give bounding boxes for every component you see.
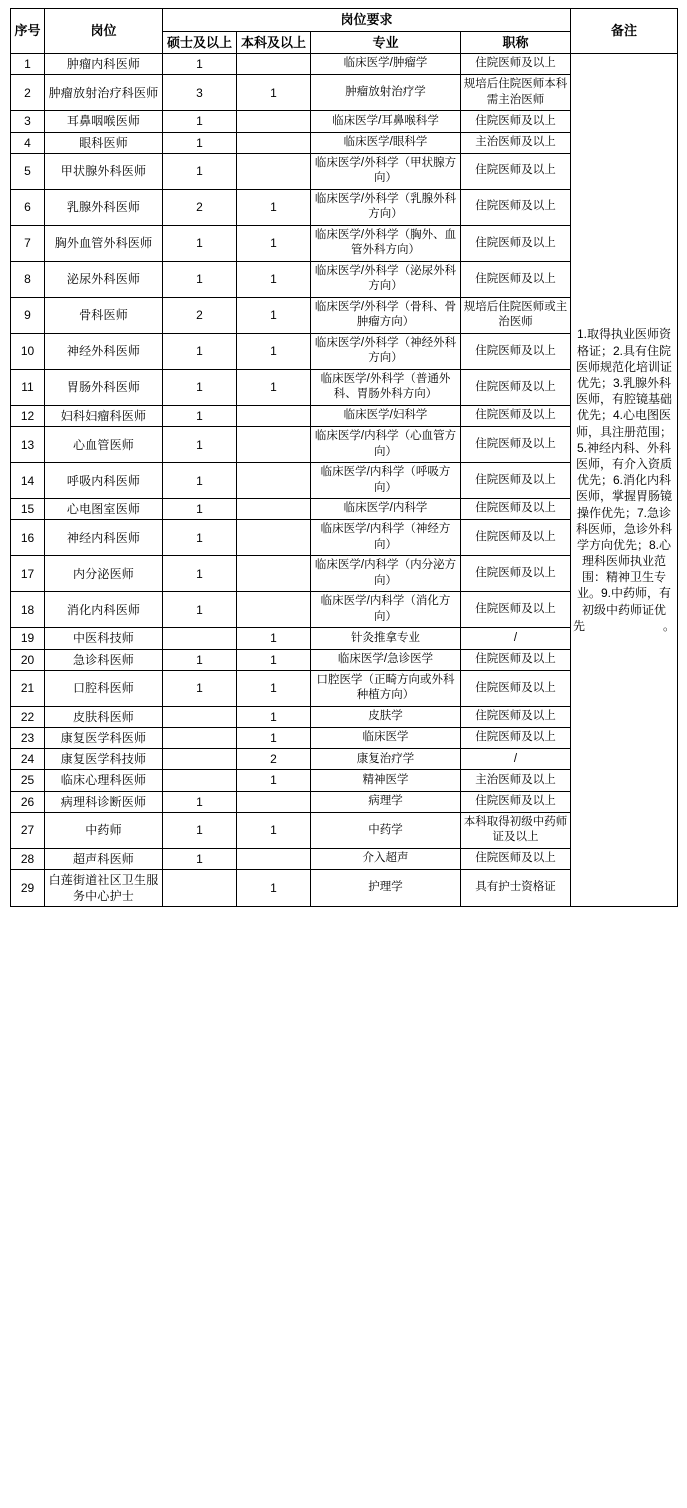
cell-no: 3 xyxy=(11,111,45,132)
cell-bachelor: 1 xyxy=(237,333,311,369)
cell-major: 临床医学/内科学（内分泌方向） xyxy=(311,556,461,592)
cell-no: 28 xyxy=(11,848,45,869)
cell-bachelor: 1 xyxy=(237,628,311,649)
job-requirements-table xyxy=(10,8,678,907)
cell-bachelor xyxy=(237,791,311,812)
cell-master: 1 xyxy=(163,499,237,520)
cell-bachelor: 1 xyxy=(237,225,311,261)
header-row-1 xyxy=(11,9,678,32)
cell-remark xyxy=(571,54,678,907)
cell-master: 1 xyxy=(163,556,237,592)
cell-major: 中药学 xyxy=(311,812,461,848)
cell-no: 4 xyxy=(11,132,45,153)
cell-title: 住院医师及以上 xyxy=(461,261,571,297)
cell-bachelor xyxy=(237,499,311,520)
cell-title: 住院医师及以上 xyxy=(461,670,571,706)
cell-bachelor: 1 xyxy=(237,369,311,405)
cell-title: 住院医师及以上 xyxy=(461,153,571,189)
cell-major: 临床医学/外科学（乳腺外科方向） xyxy=(311,189,461,225)
cell-major: 临床医学/外科学（普通外科、胃肠外科方向） xyxy=(311,369,461,405)
header-title: 职称 xyxy=(461,31,571,54)
cell-title: 住院医师及以上 xyxy=(461,225,571,261)
cell-title: 住院医师及以上 xyxy=(461,54,571,75)
cell-post: 胸外血管外科医师 xyxy=(45,225,163,261)
cell-title: 住院医师及以上 xyxy=(461,499,571,520)
cell-post: 病理科诊断医师 xyxy=(45,791,163,812)
cell-master: 2 xyxy=(163,189,237,225)
cell-no: 8 xyxy=(11,261,45,297)
cell-title: 住院医师及以上 xyxy=(461,405,571,426)
cell-master: 1 xyxy=(163,111,237,132)
cell-bachelor: 1 xyxy=(237,670,311,706)
cell-post: 呼吸内科医师 xyxy=(45,463,163,499)
header-master: 硕士及以上 xyxy=(163,31,237,54)
cell-major: 临床医学/肿瘤学 xyxy=(311,54,461,75)
cell-major: 临床医学/急诊医学 xyxy=(311,649,461,670)
cell-major: 临床医学 xyxy=(311,728,461,749)
cell-title: 住院医师及以上 xyxy=(461,791,571,812)
cell-title: 住院医师及以上 xyxy=(461,189,571,225)
cell-no: 18 xyxy=(11,592,45,628)
cell-major: 肿瘤放射治疗学 xyxy=(311,75,461,111)
cell-bachelor xyxy=(237,848,311,869)
cell-bachelor xyxy=(237,520,311,556)
cell-major: 临床医学/外科学（骨科、骨肿瘤方向） xyxy=(311,297,461,333)
cell-master xyxy=(163,628,237,649)
header-bachelor: 本科及以上 xyxy=(237,31,311,54)
cell-bachelor: 1 xyxy=(237,870,311,907)
cell-bachelor: 1 xyxy=(237,261,311,297)
cell-no: 27 xyxy=(11,812,45,848)
cell-title: 主治医师及以上 xyxy=(461,132,571,153)
table-body xyxy=(11,54,678,907)
cell-post: 康复医学科技师 xyxy=(45,749,163,770)
cell-title: 住院医师及以上 xyxy=(461,520,571,556)
cell-bachelor xyxy=(237,427,311,463)
cell-title: 规培后住院医师或主治医师 xyxy=(461,297,571,333)
cell-post: 心血管医师 xyxy=(45,427,163,463)
cell-title: 住院医师及以上 xyxy=(461,369,571,405)
cell-post: 乳腺外科医师 xyxy=(45,189,163,225)
cell-no: 2 xyxy=(11,75,45,111)
cell-post: 消化内科医师 xyxy=(45,592,163,628)
cell-bachelor xyxy=(237,405,311,426)
cell-bachelor xyxy=(237,132,311,153)
cell-post: 皮肤科医师 xyxy=(45,706,163,727)
cell-major: 临床医学/内科学（心血管方向） xyxy=(311,427,461,463)
cell-no: 10 xyxy=(11,333,45,369)
cell-master: 1 xyxy=(163,463,237,499)
cell-major: 临床医学/内科学（神经方向） xyxy=(311,520,461,556)
cell-post: 康复医学科医师 xyxy=(45,728,163,749)
cell-no: 12 xyxy=(11,405,45,426)
header-requirement-group: 岗位要求 xyxy=(163,9,571,32)
cell-major: 临床医学/外科学（泌尿外科方向） xyxy=(311,261,461,297)
cell-no: 19 xyxy=(11,628,45,649)
cell-master: 2 xyxy=(163,297,237,333)
cell-bachelor: 1 xyxy=(237,770,311,791)
cell-post: 眼科医师 xyxy=(45,132,163,153)
cell-no: 22 xyxy=(11,706,45,727)
cell-major: 病理学 xyxy=(311,791,461,812)
cell-post: 白莲街道社区卫生服务中心护士 xyxy=(45,870,163,907)
cell-no: 25 xyxy=(11,770,45,791)
cell-title: 住院医师及以上 xyxy=(461,592,571,628)
cell-title: 住院医师及以上 xyxy=(461,333,571,369)
cell-title: 住院医师及以上 xyxy=(461,649,571,670)
cell-post: 骨科医师 xyxy=(45,297,163,333)
table-row xyxy=(11,54,678,75)
cell-post: 肿瘤内科医师 xyxy=(45,54,163,75)
cell-master: 1 xyxy=(163,670,237,706)
cell-major: 临床医学/妇科学 xyxy=(311,405,461,426)
cell-master: 1 xyxy=(163,54,237,75)
cell-major: 康复治疗学 xyxy=(311,749,461,770)
cell-master: 1 xyxy=(163,333,237,369)
cell-no: 6 xyxy=(11,189,45,225)
cell-no: 23 xyxy=(11,728,45,749)
cell-title: 具有护士资格证 xyxy=(461,870,571,907)
cell-master: 3 xyxy=(163,75,237,111)
cell-master: 1 xyxy=(163,848,237,869)
cell-major: 精神医学 xyxy=(311,770,461,791)
cell-master: 1 xyxy=(163,153,237,189)
cell-post: 妇科妇瘤科医师 xyxy=(45,405,163,426)
cell-major: 临床医学/眼科学 xyxy=(311,132,461,153)
cell-title: 住院医师及以上 xyxy=(461,463,571,499)
cell-title: 住院医师及以上 xyxy=(461,556,571,592)
cell-post: 神经外科医师 xyxy=(45,333,163,369)
cell-major: 护理学 xyxy=(311,870,461,907)
cell-bachelor: 1 xyxy=(237,75,311,111)
cell-no: 9 xyxy=(11,297,45,333)
cell-post: 甲状腺外科医师 xyxy=(45,153,163,189)
cell-major: 介入超声 xyxy=(311,848,461,869)
cell-major: 临床医学/外科学（神经外科方向） xyxy=(311,333,461,369)
cell-master: 1 xyxy=(163,369,237,405)
header-no: 序号 xyxy=(11,9,45,54)
cell-bachelor: 2 xyxy=(237,749,311,770)
cell-post: 中医科技师 xyxy=(45,628,163,649)
cell-major: 临床医学/外科学（甲状腺方向） xyxy=(311,153,461,189)
cell-title: 住院医师及以上 xyxy=(461,706,571,727)
cell-title: 本科取得初级中药师证及以上 xyxy=(461,812,571,848)
cell-post: 神经内科医师 xyxy=(45,520,163,556)
remark-text: 1.取得执业医师资格证；2.具有住院医师规范化培训证优先；3.乳腺外科医师，有腔镜基础优先；4.心电图医师，具注册范围；5.神经内科、外科医师，有介入资质优先；6.消化内科医师，掌握胃肠镜操作优先；7.急诊科医师，急诊外科学方向优先；8.心理科医师执业范围：精神卫生专业。9.中药师，有初级中药师证优先。 xyxy=(573,327,676,633)
cell-no: 15 xyxy=(11,499,45,520)
cell-post: 耳鼻咽喉医师 xyxy=(45,111,163,132)
cell-no: 17 xyxy=(11,556,45,592)
cell-title: 住院医师及以上 xyxy=(461,728,571,749)
cell-title: 规培后住院医师本科需主治医师 xyxy=(461,75,571,111)
cell-post: 心电图室医师 xyxy=(45,499,163,520)
cell-bachelor: 1 xyxy=(237,706,311,727)
cell-major: 临床医学/外科学（胸外、血管外科方向） xyxy=(311,225,461,261)
cell-no: 7 xyxy=(11,225,45,261)
header-remark: 备注 xyxy=(571,9,678,54)
cell-master xyxy=(163,770,237,791)
cell-no: 26 xyxy=(11,791,45,812)
cell-master: 1 xyxy=(163,261,237,297)
cell-bachelor: 1 xyxy=(237,297,311,333)
cell-major: 临床医学/内科学 xyxy=(311,499,461,520)
cell-no: 21 xyxy=(11,670,45,706)
cell-post: 超声科医师 xyxy=(45,848,163,869)
cell-master xyxy=(163,728,237,749)
cell-master xyxy=(163,749,237,770)
cell-post: 急诊科医师 xyxy=(45,649,163,670)
cell-major: 临床医学/内科学（消化方向） xyxy=(311,592,461,628)
cell-title: / xyxy=(461,749,571,770)
header-post: 岗位 xyxy=(45,9,163,54)
cell-title: 住院医师及以上 xyxy=(461,848,571,869)
cell-post: 临床心理科医师 xyxy=(45,770,163,791)
cell-master xyxy=(163,870,237,907)
table-header xyxy=(11,9,678,54)
cell-bachelor: 1 xyxy=(237,189,311,225)
cell-bachelor xyxy=(237,592,311,628)
cell-major: 针灸推拿专业 xyxy=(311,628,461,649)
cell-master: 1 xyxy=(163,812,237,848)
cell-bachelor xyxy=(237,54,311,75)
cell-no: 5 xyxy=(11,153,45,189)
cell-title: 住院医师及以上 xyxy=(461,111,571,132)
cell-bachelor: 1 xyxy=(237,728,311,749)
cell-bachelor: 1 xyxy=(237,649,311,670)
cell-no: 24 xyxy=(11,749,45,770)
cell-post: 泌尿外科医师 xyxy=(45,261,163,297)
cell-master: 1 xyxy=(163,225,237,261)
cell-master: 1 xyxy=(163,132,237,153)
cell-master: 1 xyxy=(163,427,237,463)
cell-post: 中药师 xyxy=(45,812,163,848)
cell-no: 13 xyxy=(11,427,45,463)
cell-post: 口腔科医师 xyxy=(45,670,163,706)
cell-post: 肿瘤放射治疗科医师 xyxy=(45,75,163,111)
header-major: 专业 xyxy=(311,31,461,54)
cell-title: / xyxy=(461,628,571,649)
cell-master: 1 xyxy=(163,649,237,670)
cell-title: 住院医师及以上 xyxy=(461,427,571,463)
cell-bachelor xyxy=(237,153,311,189)
cell-post: 内分泌医师 xyxy=(45,556,163,592)
cell-post: 胃肠外科医师 xyxy=(45,369,163,405)
cell-title: 主治医师及以上 xyxy=(461,770,571,791)
cell-master: 1 xyxy=(163,791,237,812)
cell-no: 16 xyxy=(11,520,45,556)
cell-bachelor xyxy=(237,463,311,499)
cell-major: 口腔医学（正畸方向或外科种植方向） xyxy=(311,670,461,706)
cell-master: 1 xyxy=(163,592,237,628)
cell-major: 皮肤学 xyxy=(311,706,461,727)
cell-major: 临床医学/耳鼻喉科学 xyxy=(311,111,461,132)
cell-master xyxy=(163,706,237,727)
cell-no: 29 xyxy=(11,870,45,907)
cell-bachelor xyxy=(237,556,311,592)
cell-no: 1 xyxy=(11,54,45,75)
cell-bachelor xyxy=(237,111,311,132)
cell-master: 1 xyxy=(163,405,237,426)
cell-master: 1 xyxy=(163,520,237,556)
cell-no: 14 xyxy=(11,463,45,499)
cell-bachelor: 1 xyxy=(237,812,311,848)
cell-no: 20 xyxy=(11,649,45,670)
cell-no: 11 xyxy=(11,369,45,405)
cell-major: 临床医学/内科学（呼吸方向） xyxy=(311,463,461,499)
